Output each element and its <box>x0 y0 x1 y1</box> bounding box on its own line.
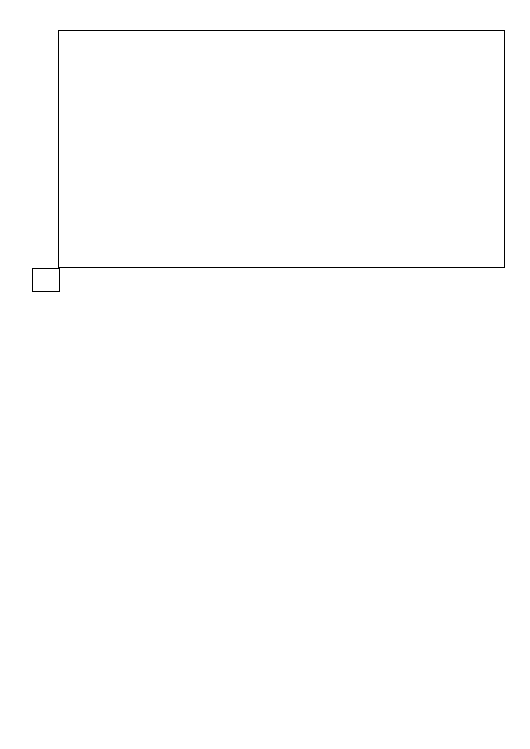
side-note-line1 <box>46 62 56 262</box>
parents-section-frame <box>58 30 505 268</box>
sex-header-box <box>32 268 60 292</box>
